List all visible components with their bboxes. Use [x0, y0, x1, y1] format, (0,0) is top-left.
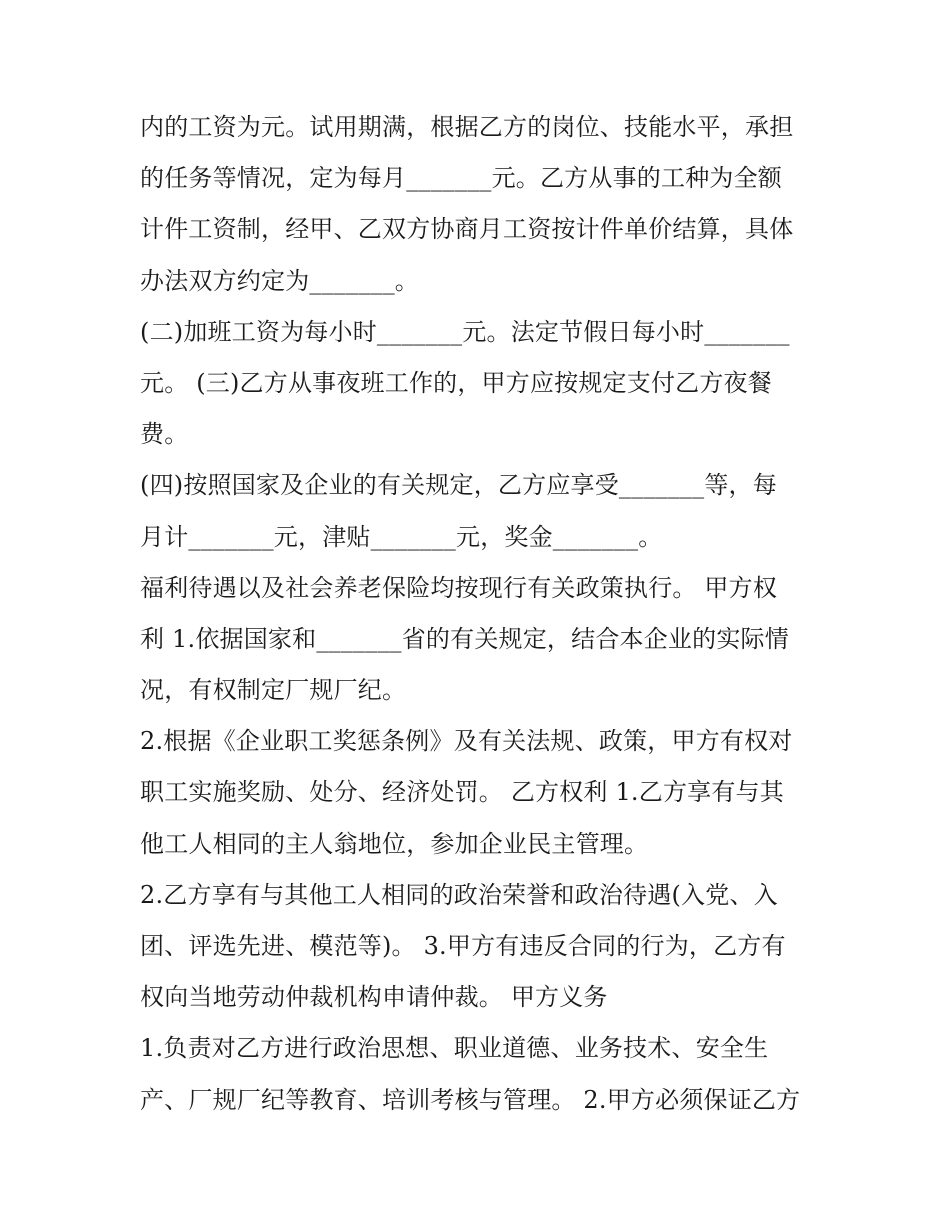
text-line: 2.根据《企业职工奖惩条例》及有关法规、政策，甲方有权对	[140, 727, 793, 756]
text-line: 的任务等情况，定为每月_______元。乙方从事的工种为全额	[140, 164, 782, 193]
contract-text-body	[140, 102, 830, 1126]
text-line: 1.负责对乙方进行政治思想、职业道德、业务技术、安全生	[140, 1034, 769, 1063]
text-line: (四)按照国家及企业的有关规定，乙方应享受_______等，每	[140, 471, 777, 500]
text-line: 2.乙方享有与其他工人相同的政治荣誉和政治待遇(入党、入	[140, 880, 778, 909]
text-line: 费。	[140, 420, 189, 449]
text-line: 他工人相同的主人翁地位，参加企业民主管理。	[140, 829, 649, 858]
text-line: 利 1.依据国家和_______省的有关规定，结合本企业的实际情	[140, 624, 789, 653]
text-line: 产、厂规厂纪等教育、培训考核与管理。 2.甲方必须保证乙方	[140, 1085, 801, 1114]
text-line: 福利待遇以及社会养老保险均按现行有关政策执行。 甲方权	[140, 573, 778, 602]
text-line: 况，有权制定厂规厂纪。	[140, 676, 407, 705]
text-line: 计件工资制，经甲、乙双方协商月工资按计件单价结算，具体	[140, 215, 794, 244]
text-line: (二)加班工资为每小时_______元。法定节假日每小时_______	[140, 317, 790, 346]
text-line: 办法双方约定为_______。	[140, 266, 419, 295]
text-line: 权向当地劳动仲裁机构申请仲裁。 甲方义务	[140, 983, 608, 1012]
text-line: 内的工资为元。试用期满，根据乙方的岗位、技能水平，承担	[140, 113, 794, 141]
text-line: 职工实施奖励、处分、经济处罚。 乙方权利 1.乙方享有与其	[140, 778, 784, 807]
text-line: 元。 (三)乙方从事夜班工作的，甲方应按规定支付乙方夜餐	[140, 368, 772, 397]
text-line: 月计_______元，津贴_______元，奖金_______。	[140, 522, 663, 551]
text-line: 团、评选先进、模范等)。 3.甲方有违反合同的行为，乙方有	[140, 932, 786, 960]
